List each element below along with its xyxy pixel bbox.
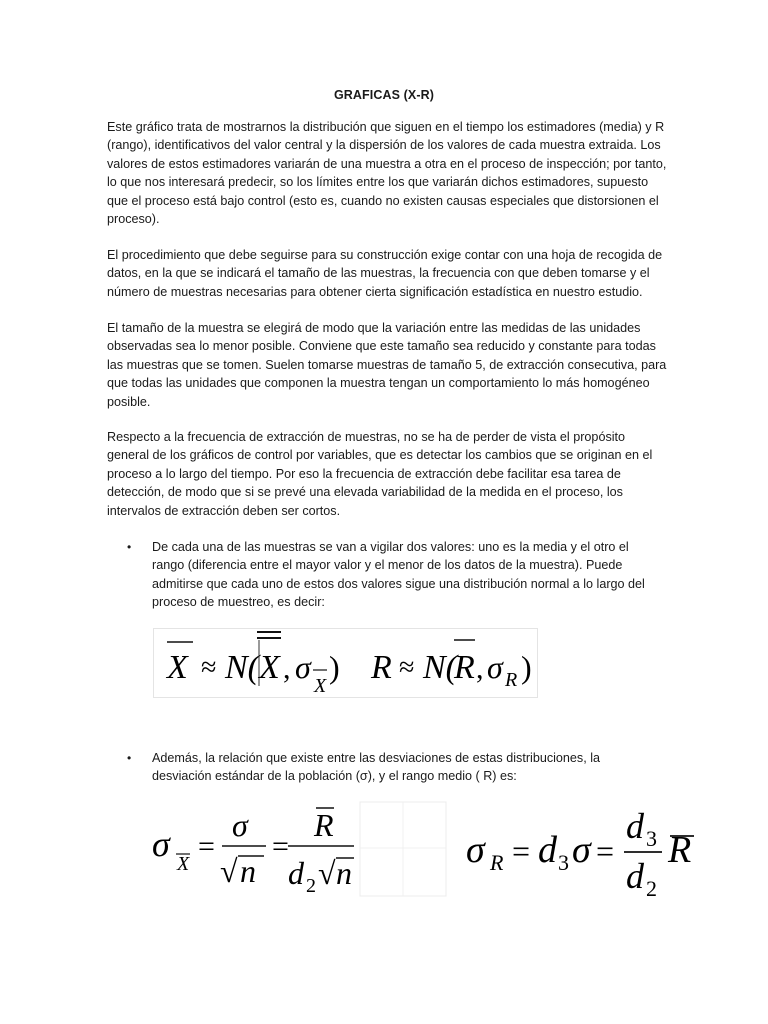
formula-sub-r: R — [490, 850, 504, 875]
paragraph-intro: Este gráfico trata de mostrarnos la distribución que siguen en el tiempo los estimadores (media) y R (rango), identificativos del valor central y la dispersión de los valores de cada muestra extraida. Los valores de estos estimadores variarán de una muestra a otra en el proceso de inspección; por tanto, lo que nos interesará predecir, so los límites entre los que variarán dichos estimadores, supuesto que el proceso está bajo control (esto es, cuando no existen causas especiales que distorsionen el proceso). — [107, 120, 667, 227]
formula-sigma: σ — [466, 829, 485, 871]
formula-n: N( — [423, 649, 457, 686]
formula-sigma: σ — [572, 829, 591, 871]
formula-approx: ≈ — [399, 652, 415, 683]
formula-sigma: σ — [487, 649, 503, 685]
formula-comma: , — [476, 652, 484, 685]
formula-rbar: R — [314, 807, 334, 843]
paragraph-frequency: Respecto a la frecuencia de extracción de muestras, no se ha de perder de vista el propósito general de los gráficos de control por variables, que es detectar los cambios que se originan en el proceso a lo largo del tiempo. Por eso la frecuencia de extracción debe facilitar esa tarea de detección, de modo que si se prevé una elevada variabilidad de la medida en el proceso, los intervalos de extracción deben ser cortos. — [107, 430, 653, 518]
formula-d2: d — [626, 856, 644, 896]
paragraph-sample-size: El tamaño de la muestra se elegirá de modo que la variación entre las medidas de las unidades observadas sea lo menor posible. Conviene que este tamaño sea reducido y constante para todas las muestras que se tomen. Suelen tomarse muestras de tamaño 5, de extracción consecutiva, para que todas las unidades que componen la muestra tengan un comportamiento lo más homogéneo posible. — [107, 321, 667, 409]
formula-rbar: R — [668, 829, 692, 871]
formula-sub-r: R — [505, 669, 518, 691]
formula-n: n — [240, 853, 256, 889]
formula-d2-sub: 2 — [646, 876, 657, 900]
bullet-icon: • — [127, 751, 132, 765]
formula-sub-xbar: X — [314, 675, 327, 697]
formula-xbar: X — [167, 649, 188, 686]
formula-xbarbar: X — [259, 649, 280, 686]
formula-sqrt: √ — [220, 853, 238, 889]
formula-distributions — [153, 626, 543, 698]
bullet-text: De cada una de las muestras se van a vigilar dos valores: uno es la media y el otro el rango (diferencia entre el mayor valor y el menor de los datos de la muestra). Puede admitirse que cada uno de estos dos valores sigue una distribución normal a lo largo del proceso de muestreo, es decir: — [152, 540, 645, 610]
formula-sigma: σ — [295, 649, 311, 685]
formula-d3-sub: 3 — [558, 850, 569, 875]
formula-rbar: R — [454, 649, 475, 686]
formula-equals: = — [596, 833, 615, 869]
paragraph-procedure: El procedimiento que debe seguirse para su construcción exige contar con una hoja de recogida de datos, en la que se indicará el tamaño de las muestras, la frecuencia con que deben tomarse y el número de muestras necesarias para obtener cierta significación estadística en nuestro estudio. — [107, 248, 663, 299]
formula-sigma-numerator: σ — [232, 807, 248, 843]
formula-sqrt: √ — [318, 855, 336, 891]
page-title: GRAFICAS (X-R) — [333, 88, 434, 102]
formula-n: n — [336, 855, 352, 891]
formula-d-sub: 2 — [306, 875, 316, 897]
formula-close: ) — [521, 649, 532, 685]
formula-sigma-r — [462, 800, 702, 900]
formula-sigma-xbar — [148, 800, 448, 900]
formula-equals: = — [272, 830, 289, 863]
bullet-text: Además, la relación que existe entre las desviaciones de estas distribuciones, la desviación estándar de la población (σ), y el rango medio ( R) es: — [152, 751, 601, 784]
formula-close: ) — [329, 649, 340, 685]
formula-r: R — [371, 649, 392, 686]
formula-equals: = — [512, 833, 531, 869]
formula-d3: d — [626, 806, 644, 846]
formula-comma: , — [283, 652, 291, 685]
formula-equals: = — [198, 830, 215, 863]
formula-approx: ≈ — [201, 652, 217, 683]
formula-d3-sub: 3 — [646, 826, 657, 851]
formula-d3: d — [538, 829, 557, 871]
formula-d: d — [288, 855, 304, 891]
formula-sigma: σ — [152, 824, 170, 864]
bullet-icon: • — [127, 540, 132, 554]
formula-sub-xbar: X — [177, 853, 190, 875]
formula-n: N( — [225, 649, 259, 686]
